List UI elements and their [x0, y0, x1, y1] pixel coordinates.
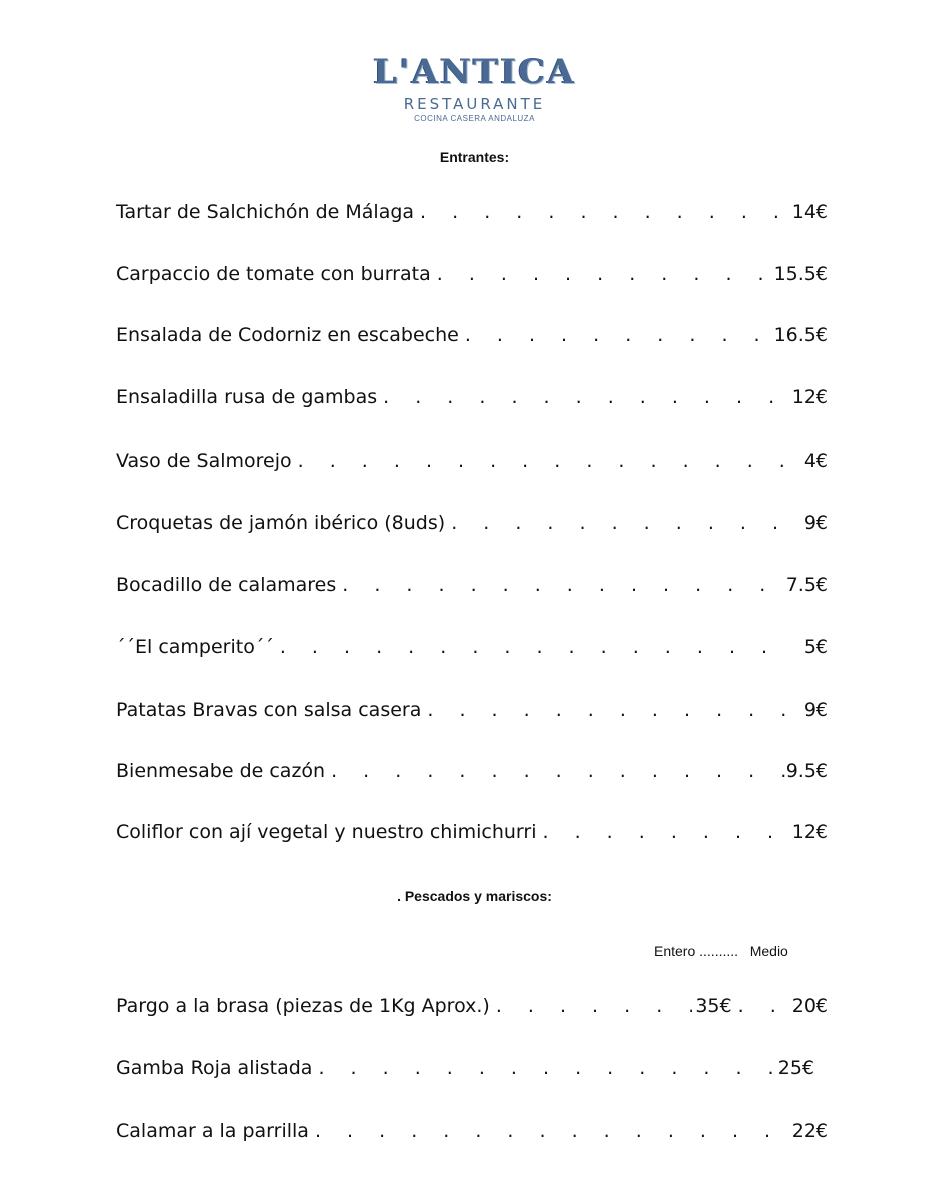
item-name: Pargo a la brasa (piezas de 1Kg Aprox.)	[116, 995, 490, 1017]
menu-item	[116, 992, 828, 1020]
restaurant-logo	[0, 52, 949, 124]
menu-item	[116, 198, 828, 226]
logo-title: L'ANTICA	[373, 52, 576, 92]
dot-leader	[292, 450, 788, 472]
logo-subtitle: RESTAURANTE	[403, 95, 546, 113]
item-name: Croquetas de jamón ibérico (8uds)	[116, 512, 446, 534]
item-price: 25€	[777, 1057, 814, 1079]
item-price: 16.5€	[773, 324, 828, 346]
item-price: 14€	[791, 201, 828, 223]
item-price: 15.5€	[773, 263, 828, 285]
menu-item	[116, 321, 828, 349]
item-price: 7.5€	[785, 574, 828, 596]
dot-leader	[537, 821, 789, 843]
item-name: Gamba Roja alistada	[116, 1057, 313, 1079]
item-name: ´´El camperito´´	[116, 636, 274, 658]
logo-tagline: COCINA CASERA ANDALUZA	[414, 114, 535, 123]
item-price: 4€	[803, 450, 828, 472]
dot-leader	[325, 760, 786, 782]
dot-leader	[459, 324, 774, 346]
item-price: 12€	[791, 821, 828, 843]
item-name: Carpaccio de tomate con burrata	[116, 263, 431, 285]
menu-item	[116, 757, 828, 785]
item-name: Patatas Bravas con salsa casera	[116, 699, 422, 721]
item-price: 9€	[803, 699, 828, 721]
menu-item	[116, 696, 828, 724]
item-price: 9€	[803, 512, 828, 534]
dot-leader	[445, 512, 788, 534]
item-name: Coliflor con ají vegetal y nuestro chimichurri	[116, 821, 537, 843]
section-title-entrantes: Entrantes:	[439, 149, 510, 165]
item-price: 22€	[791, 1120, 828, 1142]
dot-leader	[274, 636, 788, 658]
item-name: Calamar a la parrilla	[116, 1120, 309, 1142]
item-name: Ensalada de Codorniz en escabeche	[116, 324, 459, 346]
menu-item	[116, 633, 828, 661]
item-price: 9.5€	[785, 760, 828, 782]
dot-leader: . .	[737, 995, 786, 1017]
dot-leader	[336, 574, 785, 596]
item-price-half: 20€	[791, 995, 828, 1017]
dot-leader	[421, 699, 788, 721]
item-name: Ensaladilla rusa de gambas	[116, 386, 378, 408]
menu-item	[116, 1054, 814, 1082]
menu-item	[116, 571, 828, 599]
item-price: 5€	[803, 636, 828, 658]
section-title-pescados: . Pescados y mariscos:	[397, 888, 552, 904]
dot-leader	[431, 263, 774, 285]
menu-item	[116, 1117, 828, 1145]
menu-item	[116, 509, 828, 537]
menu-item	[116, 818, 828, 846]
dot-leader	[309, 1120, 788, 1142]
price-column-header: Entero .......... Medio	[654, 943, 788, 959]
dot-leader	[312, 1057, 774, 1079]
menu-item	[116, 260, 828, 288]
item-name: Vaso de Salmorejo	[116, 450, 292, 472]
dot-leader	[377, 386, 788, 408]
menu-item	[116, 447, 828, 475]
item-name: Bocadillo de calamares	[116, 574, 337, 596]
item-price-whole: 35€	[695, 995, 732, 1017]
menu-item	[116, 383, 828, 411]
item-name: Bienmesabe de cazón	[116, 760, 326, 782]
item-price: 12€	[791, 386, 828, 408]
dot-leader	[414, 201, 788, 223]
item-name: Tartar de Salchichón de Málaga	[116, 201, 415, 223]
dot-leader	[490, 995, 692, 1017]
